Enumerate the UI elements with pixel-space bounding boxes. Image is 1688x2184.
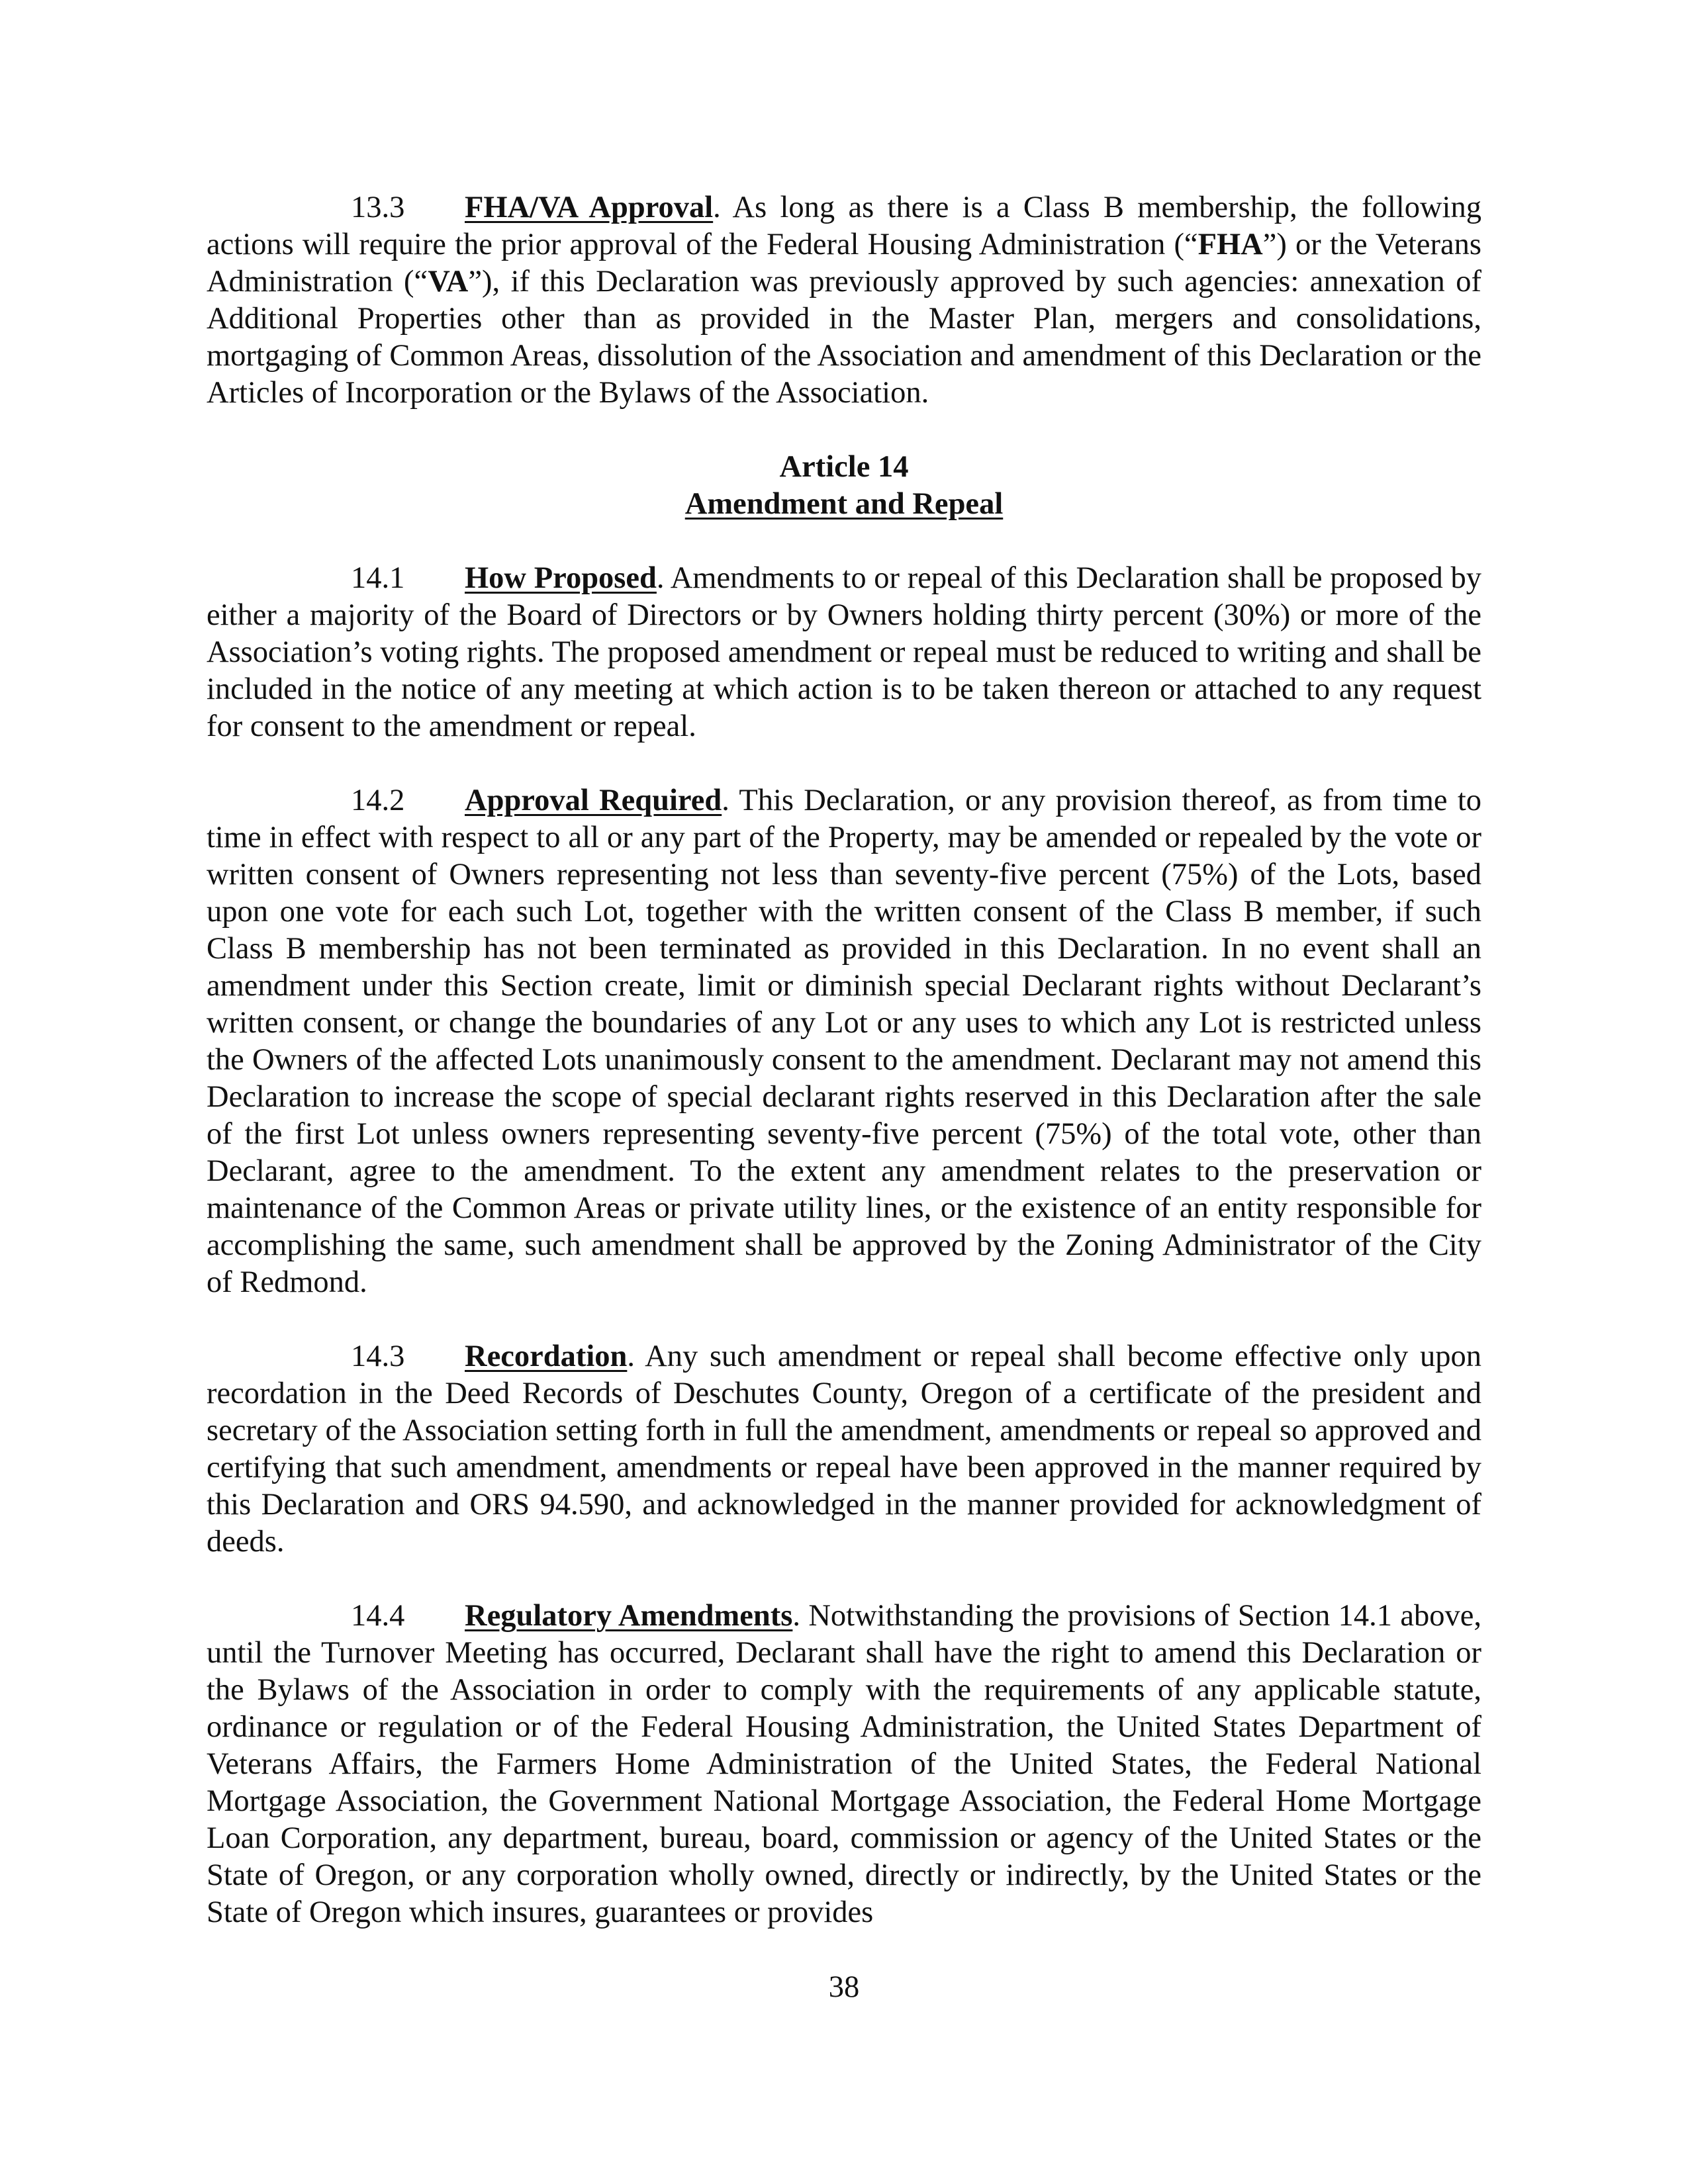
page-number: 38 <box>828 1970 860 2004</box>
section-text: ”), if this Declaration was previously approved by such agencies: annexation of Additional Properties other than as provided in the Master Plan, mergers and consolidations, mortgaging of Common Areas, dissolution of the Association and amendment of this Declaration or the Articles of Incorporation or the Bylaws of the Association. <box>207 265 1481 410</box>
section-text: . Notwithstanding the provisions of Section 14.1 above, until the Turnover Meeting has occurred, Declarant shall have the right to amend this Declaration or the Bylaws of the Association in order to comply with the requirements of any applicable statute, ordinance or regulation or of the Federal Housing Administration, the United States Department of Veterans Affairs, the Farmers Home Administration of the United States, the Federal National Mortgage Association, the Government National Mortgage Association, the Federal Home Mortgage Loan Corporation, any department, bureau, board, commission or agency of the United States or the State of Oregon, or any corporation wholly owned, directly or indirectly, by the United States or the State of Oregon which insures, guarantees or provides <box>207 1599 1481 1929</box>
page-body <box>207 189 1481 1968</box>
section-text: . Amendments to or repeal of this Declaration shall be proposed by either a majority of the Board of Directors or by Owners holding thirty percent (30%) or more of the Association’s voting rights. The proposed amendment or repeal must be reduced to writing and shall be included in the notice of any meeting at which action is to be taken thereon or attached to any request for consent to the amendment or repeal. <box>207 561 1481 743</box>
section-text: . As long as there is a Class B membership, the following actions will require the prior approval of the Federal Housing Administration (“ <box>207 191 1481 261</box>
section-number: 14.1 <box>351 561 405 595</box>
article-heading <box>207 449 1481 523</box>
section-title: FHA/VA Approval <box>465 191 714 224</box>
section-number: 13.3 <box>351 191 405 224</box>
section-title: Regulatory Amendments <box>465 1599 793 1633</box>
section-14-2 <box>207 782 1481 1301</box>
defined-term-fha: FHA <box>1197 228 1263 261</box>
section-title: Recordation <box>465 1340 628 1373</box>
section-14-4 <box>207 1598 1481 1931</box>
section-14-1 <box>207 560 1481 745</box>
section-13-3 <box>207 189 1481 412</box>
section-text: . Any such amendment or repeal shall become effective only upon recordation in the Deed Records of Deschutes County, Oregon of a certificate of the president and secretary of the Association setting forth in full the amendment, amendments or repeal so approved and certifying that such amendment, amendments or repeal have been approved in the manner required by this Declaration and ORS 94.590, and acknowledged in the manner provided for acknowledgment of deeds. <box>207 1340 1481 1559</box>
section-number: 14.2 <box>351 784 405 817</box>
section-number: 14.4 <box>351 1599 405 1633</box>
section-title: How Proposed <box>465 561 657 595</box>
section-14-3 <box>207 1338 1481 1561</box>
section-text: ”) or the Veterans Administration (“ <box>207 228 1482 298</box>
section-text: . This Declaration, or any provision thereof, as from time to time in effect with respect to all or any part of the Property, may be amended or repealed by the vote or written consent of Owners representing not less than seventy-five percent (75%) of the Lots, based upon one vote for each such Lot, together with the written consent of the Class B member, if such Class B membership has not been terminated as provided in this Declaration. In no event shall an amendment under this Section create, limit or diminish special Declarant rights without Declarant’s written consent, or change the boundaries of any Lot or any uses to which any Lot is restricted unless the Owners of the affected Lots unanimously consent to the amendment. Declarant may not amend this Declaration to increase the scope of special declarant rights reserved in this Declaration after the sale of the first Lot unless owners representing seventy-five percent (75%) of the total vote, other than Declarant, agree to the amendment. To the extent any amendment relates to the preservation or maintenance of the Common Areas or private utility lines, or the existence of an entity responsible for accomplishing the same, such amendment shall be approved by the Zoning Administrator of the City of Redmond. <box>207 784 1481 1299</box>
section-number: 14.3 <box>351 1340 405 1373</box>
defined-term-va: VA <box>428 265 469 298</box>
article-title: Amendment and Repeal <box>684 487 1004 521</box>
section-title: Approval Required <box>465 784 722 817</box>
article-label: Article 14 <box>779 450 909 484</box>
